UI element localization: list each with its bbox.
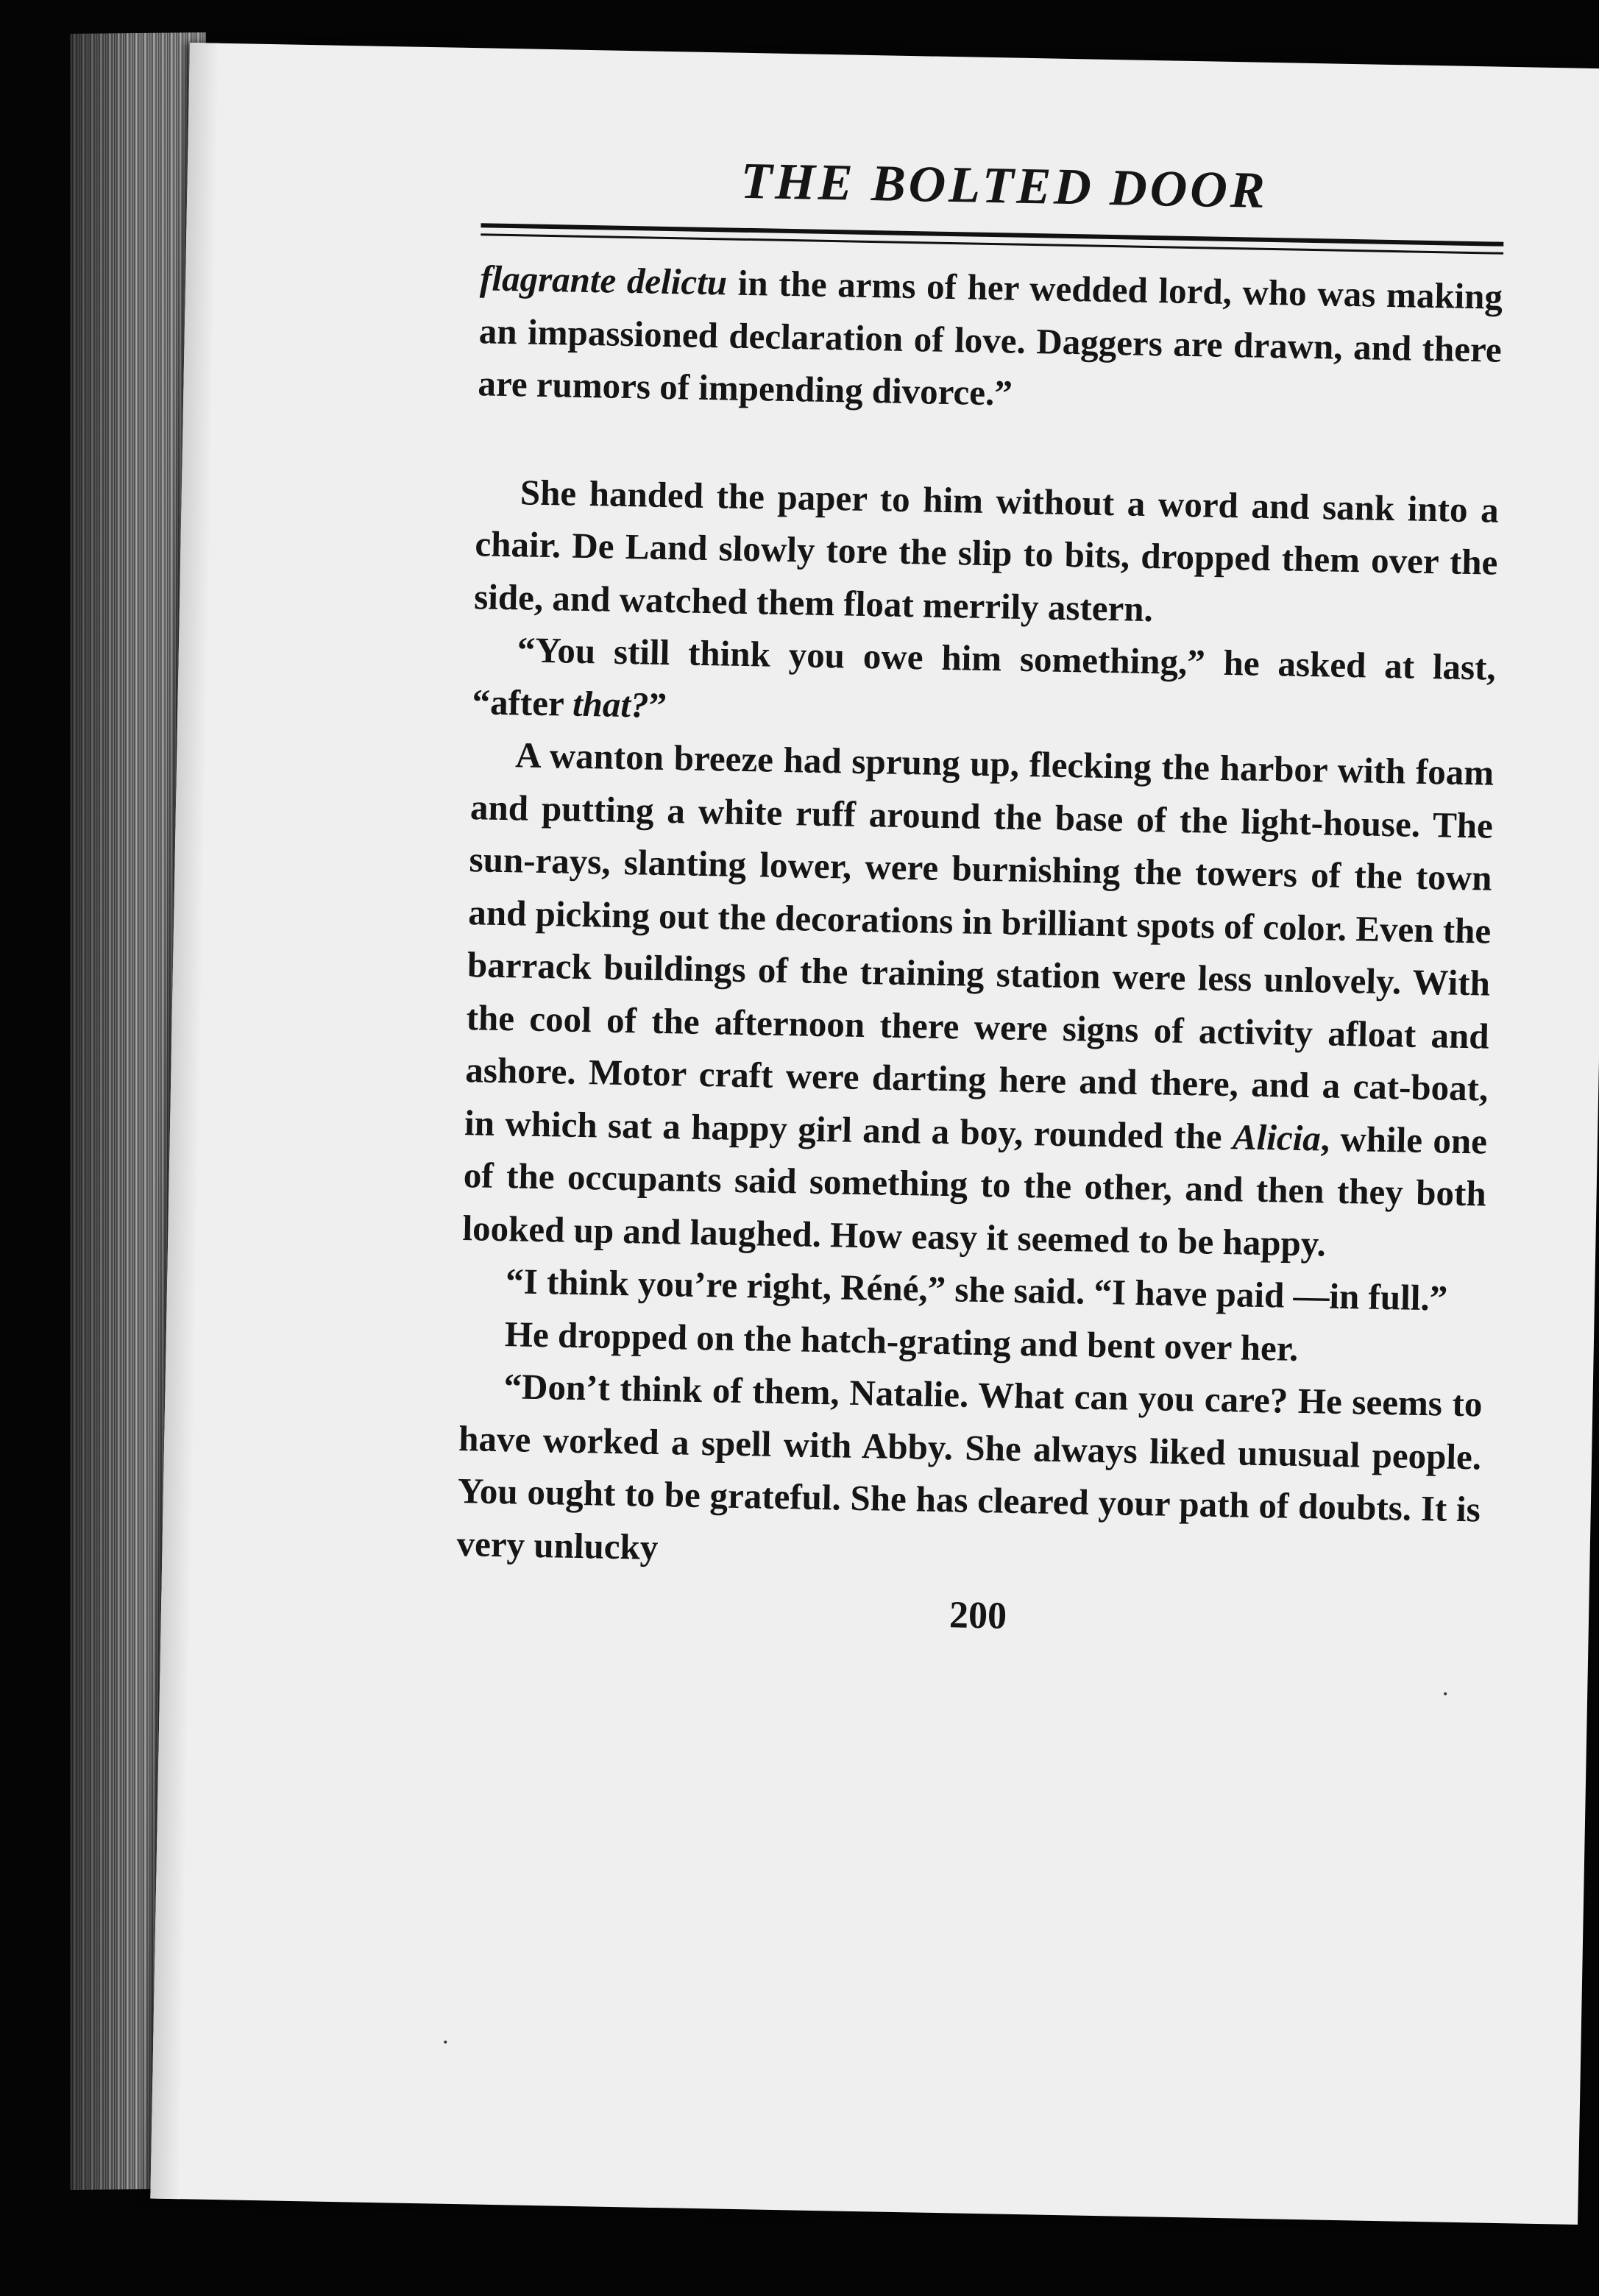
text-run: He dropped on the hatch-grating and bent over her. <box>504 1313 1299 1369</box>
paragraph-7 <box>456 1359 1483 1588</box>
paragraph-2 <box>474 465 1500 642</box>
text-run: “Don’t think of them, Natalie. What can you care? He seems to have worked a spell with Abby. She always liked unusual people. You ought to be grateful. She has cleared your path of doubts. It is very unlucky <box>456 1366 1483 1567</box>
text-run: She handed the paper to him without a word and sank into a chair. De Land slowly tore the slip to bits, dropped them over the side, and watched them float merrily astern. <box>473 471 1500 629</box>
text-run: , while one of the occupants said something to the other, and then they both looked up and laughed. How easy it seemed to be happy. <box>462 1117 1488 1264</box>
text-run: “I think you’re right, Réné,” she said. “I have paid —in full.” <box>505 1261 1448 1319</box>
page-number: 200 <box>949 1594 1007 1637</box>
text-run: that? <box>572 683 650 726</box>
body-text <box>456 252 1503 1588</box>
dust-speck <box>444 2041 447 2044</box>
text-run: ” <box>648 684 667 726</box>
paragraph-1 <box>478 252 1503 428</box>
text-run: flagrante delictu <box>479 258 728 303</box>
text-run: A wanton breeze had sprung up, flecking the harbor with foam and putting a white ruff around the base of the light-house. The sun-rays, slanting lower, were burnishing the towers of the town and picking out the decorations in brilliant spots of color. Even the barrack buildings of the training station were less unlovely. With the cool of the afternoon there were signs of activity afloat and ashore. Motor craft were darting here and there, and a cat-boat, in which sat a happy girl and a boy, rounded the <box>464 734 1495 1157</box>
text-run: in the arms of her wedded lord, who was making an impassioned declaration of love. Daggers are drawn, and there are rumors of impending divorce.” <box>478 262 1503 414</box>
book-page <box>150 43 1599 2225</box>
paragraph-4 <box>462 728 1495 1272</box>
running-head: THE BOLTED DOOR <box>740 152 1269 219</box>
dust-speck <box>1444 1693 1447 1696</box>
text-run: “You still think you owe him something,” he asked at last, “after <box>472 629 1497 724</box>
paragraph-3 <box>472 623 1496 746</box>
text-column <box>455 151 1506 1646</box>
text-run: Alicia <box>1232 1116 1322 1158</box>
